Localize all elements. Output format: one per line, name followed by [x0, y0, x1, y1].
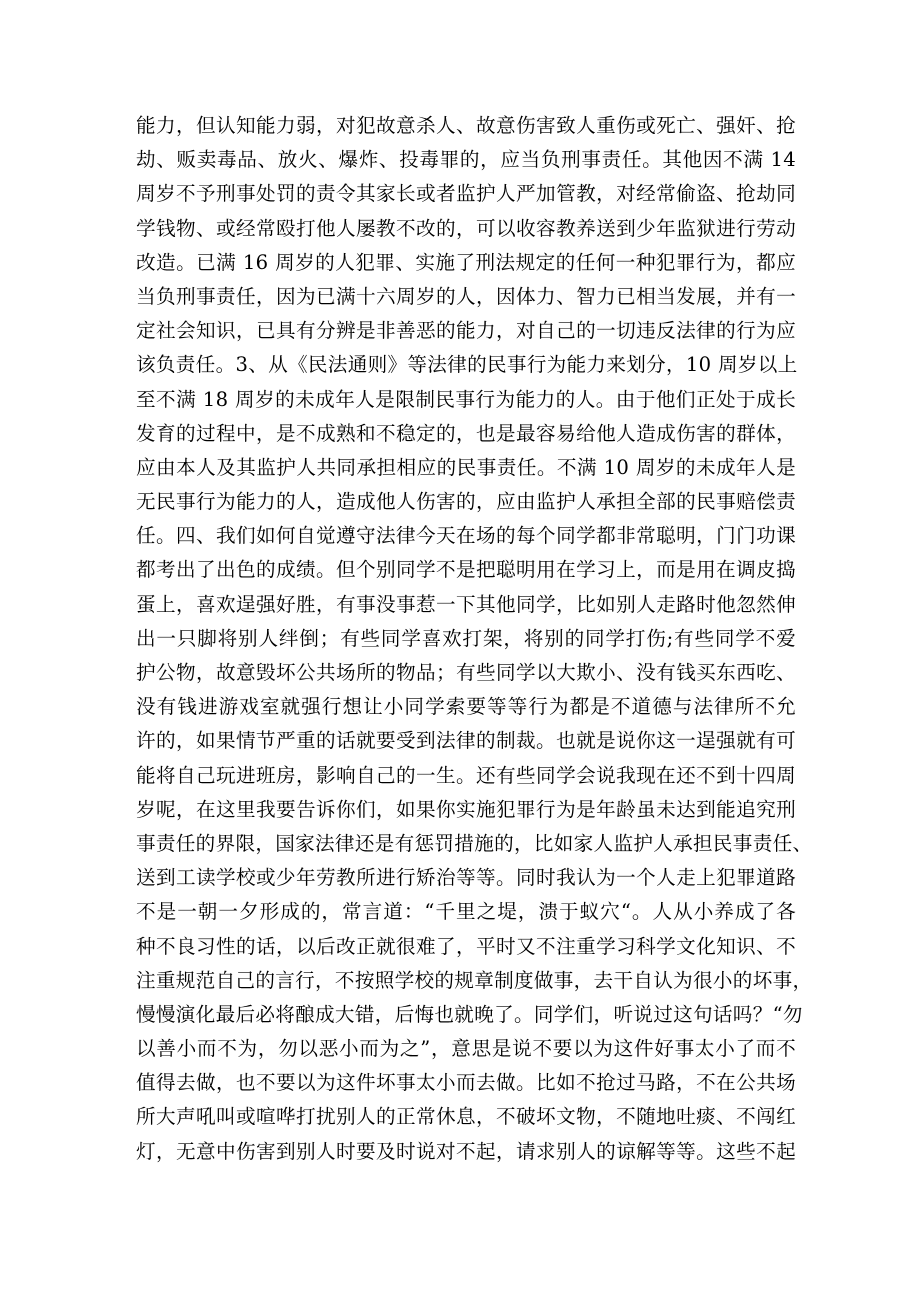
text-line: 无民事行为能力的人，造成他人伤害的，应由监护人承担全部的民事赔偿责	[136, 490, 796, 514]
text-line: 学钱物、或经常殴打他人屡教不改的，可以收容教养送到少年监狱进行劳动	[136, 216, 796, 240]
text-line: 种不良习性的话，以后改正就很难了，平时又不注重学习科学文化知识、不	[136, 934, 796, 958]
text-line: 许的，如果情节严重的话就要受到法律的制裁。也就是说你这一逞强就有可	[136, 729, 796, 753]
text-line: 所大声吼叫或喧哗打扰别人的正常休息，不破坏文物，不随地吐痰、不闯红	[136, 1105, 796, 1129]
body-text	[136, 109, 813, 1169]
text-line: 都考出了出色的成绩。但个别同学不是把聪明用在学习上，而是用在调皮捣	[136, 558, 796, 582]
text-line: 出一只脚将别人绊倒；有些同学喜欢打架，将别的同学打伤;有些同学不爱	[136, 626, 796, 650]
text-line: 任。四、我们如何自觉遵守法律今天在场的每个同学都非常聪明，门门功课	[136, 524, 796, 548]
text-line: 蛋上，喜欢逞强好胜，有事没事惹一下其他同学，比如别人走路时他忽然伸	[136, 592, 796, 616]
text-line: 当负刑事责任，因为已满十六周岁的人，因体力、智力已相当发展，并有一	[136, 284, 796, 308]
text-line: 岁呢，在这里我要告诉你们，如果你实施犯罪行为是年龄虽未达到能追究刑	[136, 797, 796, 821]
text-line: 没有钱进游戏室就强行想让小同学索要等等行为都是不道德与法律所不允	[136, 695, 796, 719]
text-line: 慢慢演化最后必将酿成大错，后悔也就晚了。同学们，听说过这句话吗？“勿	[136, 1002, 803, 1026]
text-line: 至不满 18 周岁的未成年人是限制民事行为能力的人。由于他们正处于成长	[136, 387, 796, 411]
text-line: 改造。已满 16 周岁的人犯罪、实施了刑法规定的任何一种犯罪行为，都应	[136, 250, 796, 274]
text-line: 该负责任。3、从《民法通则》等法律的民事行为能力来划分，10 周岁以上	[136, 353, 798, 377]
text-line: 灯，无意中伤害到别人时要及时说对不起，请求别人的谅解等等。这些不起	[136, 1139, 796, 1163]
text-line: 事责任的界限，国家法律还是有惩罚措施的，比如家人监护人承担民事责任、	[136, 831, 813, 855]
text-line: 劫、贩卖毒品、放火、爆炸、投毒罪的，应当负刑事责任。其他因不满 14	[136, 148, 796, 172]
text-line: 以善小而不为，勿以恶小而为之”，意思是说不要以为这件好事太小了而不	[136, 1037, 796, 1061]
text-line: 送到工读学校或少年劳教所进行矫治等等。同时我认为一个人走上犯罪道路	[136, 866, 796, 890]
text-line: 发育的过程中，是不成熟和不稳定的，也是最容易给他人造成伤害的群体，	[136, 421, 796, 445]
text-line: 定社会知识，已具有分辨是非善恶的能力，对自己的一切违反法律的行为应	[136, 319, 796, 343]
text-line: 能力，但认知能力弱，对犯故意杀人、故意伤害致人重伤或死亡、强奸、抢	[136, 114, 796, 137]
text-line: 不是一朝一夕形成的，常言道：“千里之堤，溃于蚁穴“。人从小养成了各	[136, 900, 796, 924]
text-line: 周岁不予刑事处罚的责令其家长或者监护人严加管教，对经常偷盗、抢劫同	[136, 182, 796, 206]
text-line: 注重规范自己的言行，不按照学校的规章制度做事，去干自认为很小的坏事，	[136, 968, 813, 992]
text-line: 护公物，故意毁坏公共场所的物品；有些同学以大欺小、没有钱买东西吃、	[136, 661, 796, 684]
text-line: 应由本人及其监护人共同承担相应的民事责任。不满 10 周岁的未成年人是	[136, 455, 796, 479]
text-line: 值得去做，也不要以为这件坏事太小而去做。比如不抢过马路，不在公共场	[136, 1071, 796, 1095]
text-line: 能将自己玩进班房，影响自己的一生。还有些同学会说我现在还不到十四周	[136, 763, 796, 787]
